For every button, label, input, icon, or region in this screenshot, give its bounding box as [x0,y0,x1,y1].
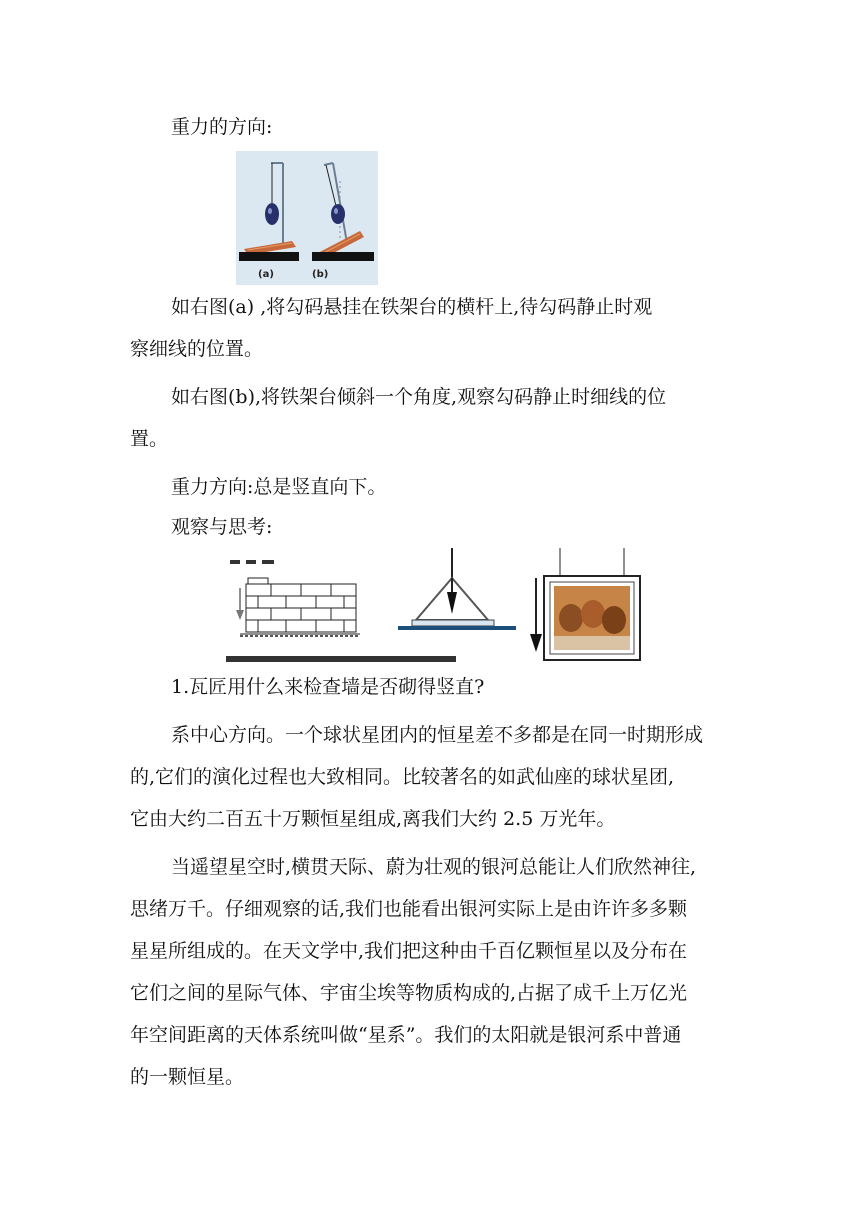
paragraph-a-line: 如右图(a) ,将勾码悬挂在铁架台的横杆上,待勾码静止时观 [171,296,653,318]
plumb-line-illustration [236,151,378,285]
observation-illustration [226,548,646,662]
paragraph-galaxy-line: 星星所组成的。在天文学中,我们把这种由千百亿颗恒星以及分布在 [130,940,688,962]
plumb-line-figure [236,151,378,285]
paragraph-b [130,376,730,460]
paragraph-b-line: 置。 [130,428,169,450]
paragraph-star-cluster-line: 它由大约二百五十万颗恒星组成,离我们大约 2.5 万光年。 [130,808,616,830]
question-1: 1.瓦匠用什么来检查墙是否砌得竖直? [171,676,485,698]
paragraph-galaxy-line: 当遥望星空时,横贯天际、蔚为壮观的银河总能让人们欣然神往, [171,856,697,878]
paragraph-galaxy-line: 思绪万千。仔细观察的话,我们也能看出银河实际上是由许许多多颗 [130,898,688,920]
paragraph-star-cluster [130,714,730,840]
paragraph-galaxy-line: 的一颗恒星。 [130,1066,245,1088]
paragraph-star-cluster-line: 的,它们的演化过程也大致相同。比较著名的如武仙座的球状星团, [130,766,675,788]
figure-label-b: (b) [312,269,329,280]
observe-heading: 观察与思考: [171,516,273,538]
paragraph-star-cluster-line: 系中心方向。一个球状星团内的恒星差不多都是在同一时期形成 [171,724,704,746]
paragraph-b-line: 如右图(b),将铁架台倾斜一个角度,观察勾码静止时细线的位 [171,386,667,408]
paragraph-galaxy-line: 它们之间的星际气体、宇宙尘埃等物质构成的,占据了成千上万亿光 [130,982,688,1004]
heading-gravity-direction: 重力的方向: [171,116,273,138]
conclusion-text: 重力方向:总是竖直向下。 [171,476,387,498]
paragraph-a-line: 察细线的位置。 [130,338,264,360]
paragraph-galaxy-line: 年空间距离的天体系统叫做“星系”。我们的太阳就是银河系中普通 [130,1024,682,1046]
observation-figure [226,548,646,662]
figure-label-a: (a) [258,269,274,280]
paragraph-a [130,286,730,370]
paragraph-galaxy [130,846,730,1098]
